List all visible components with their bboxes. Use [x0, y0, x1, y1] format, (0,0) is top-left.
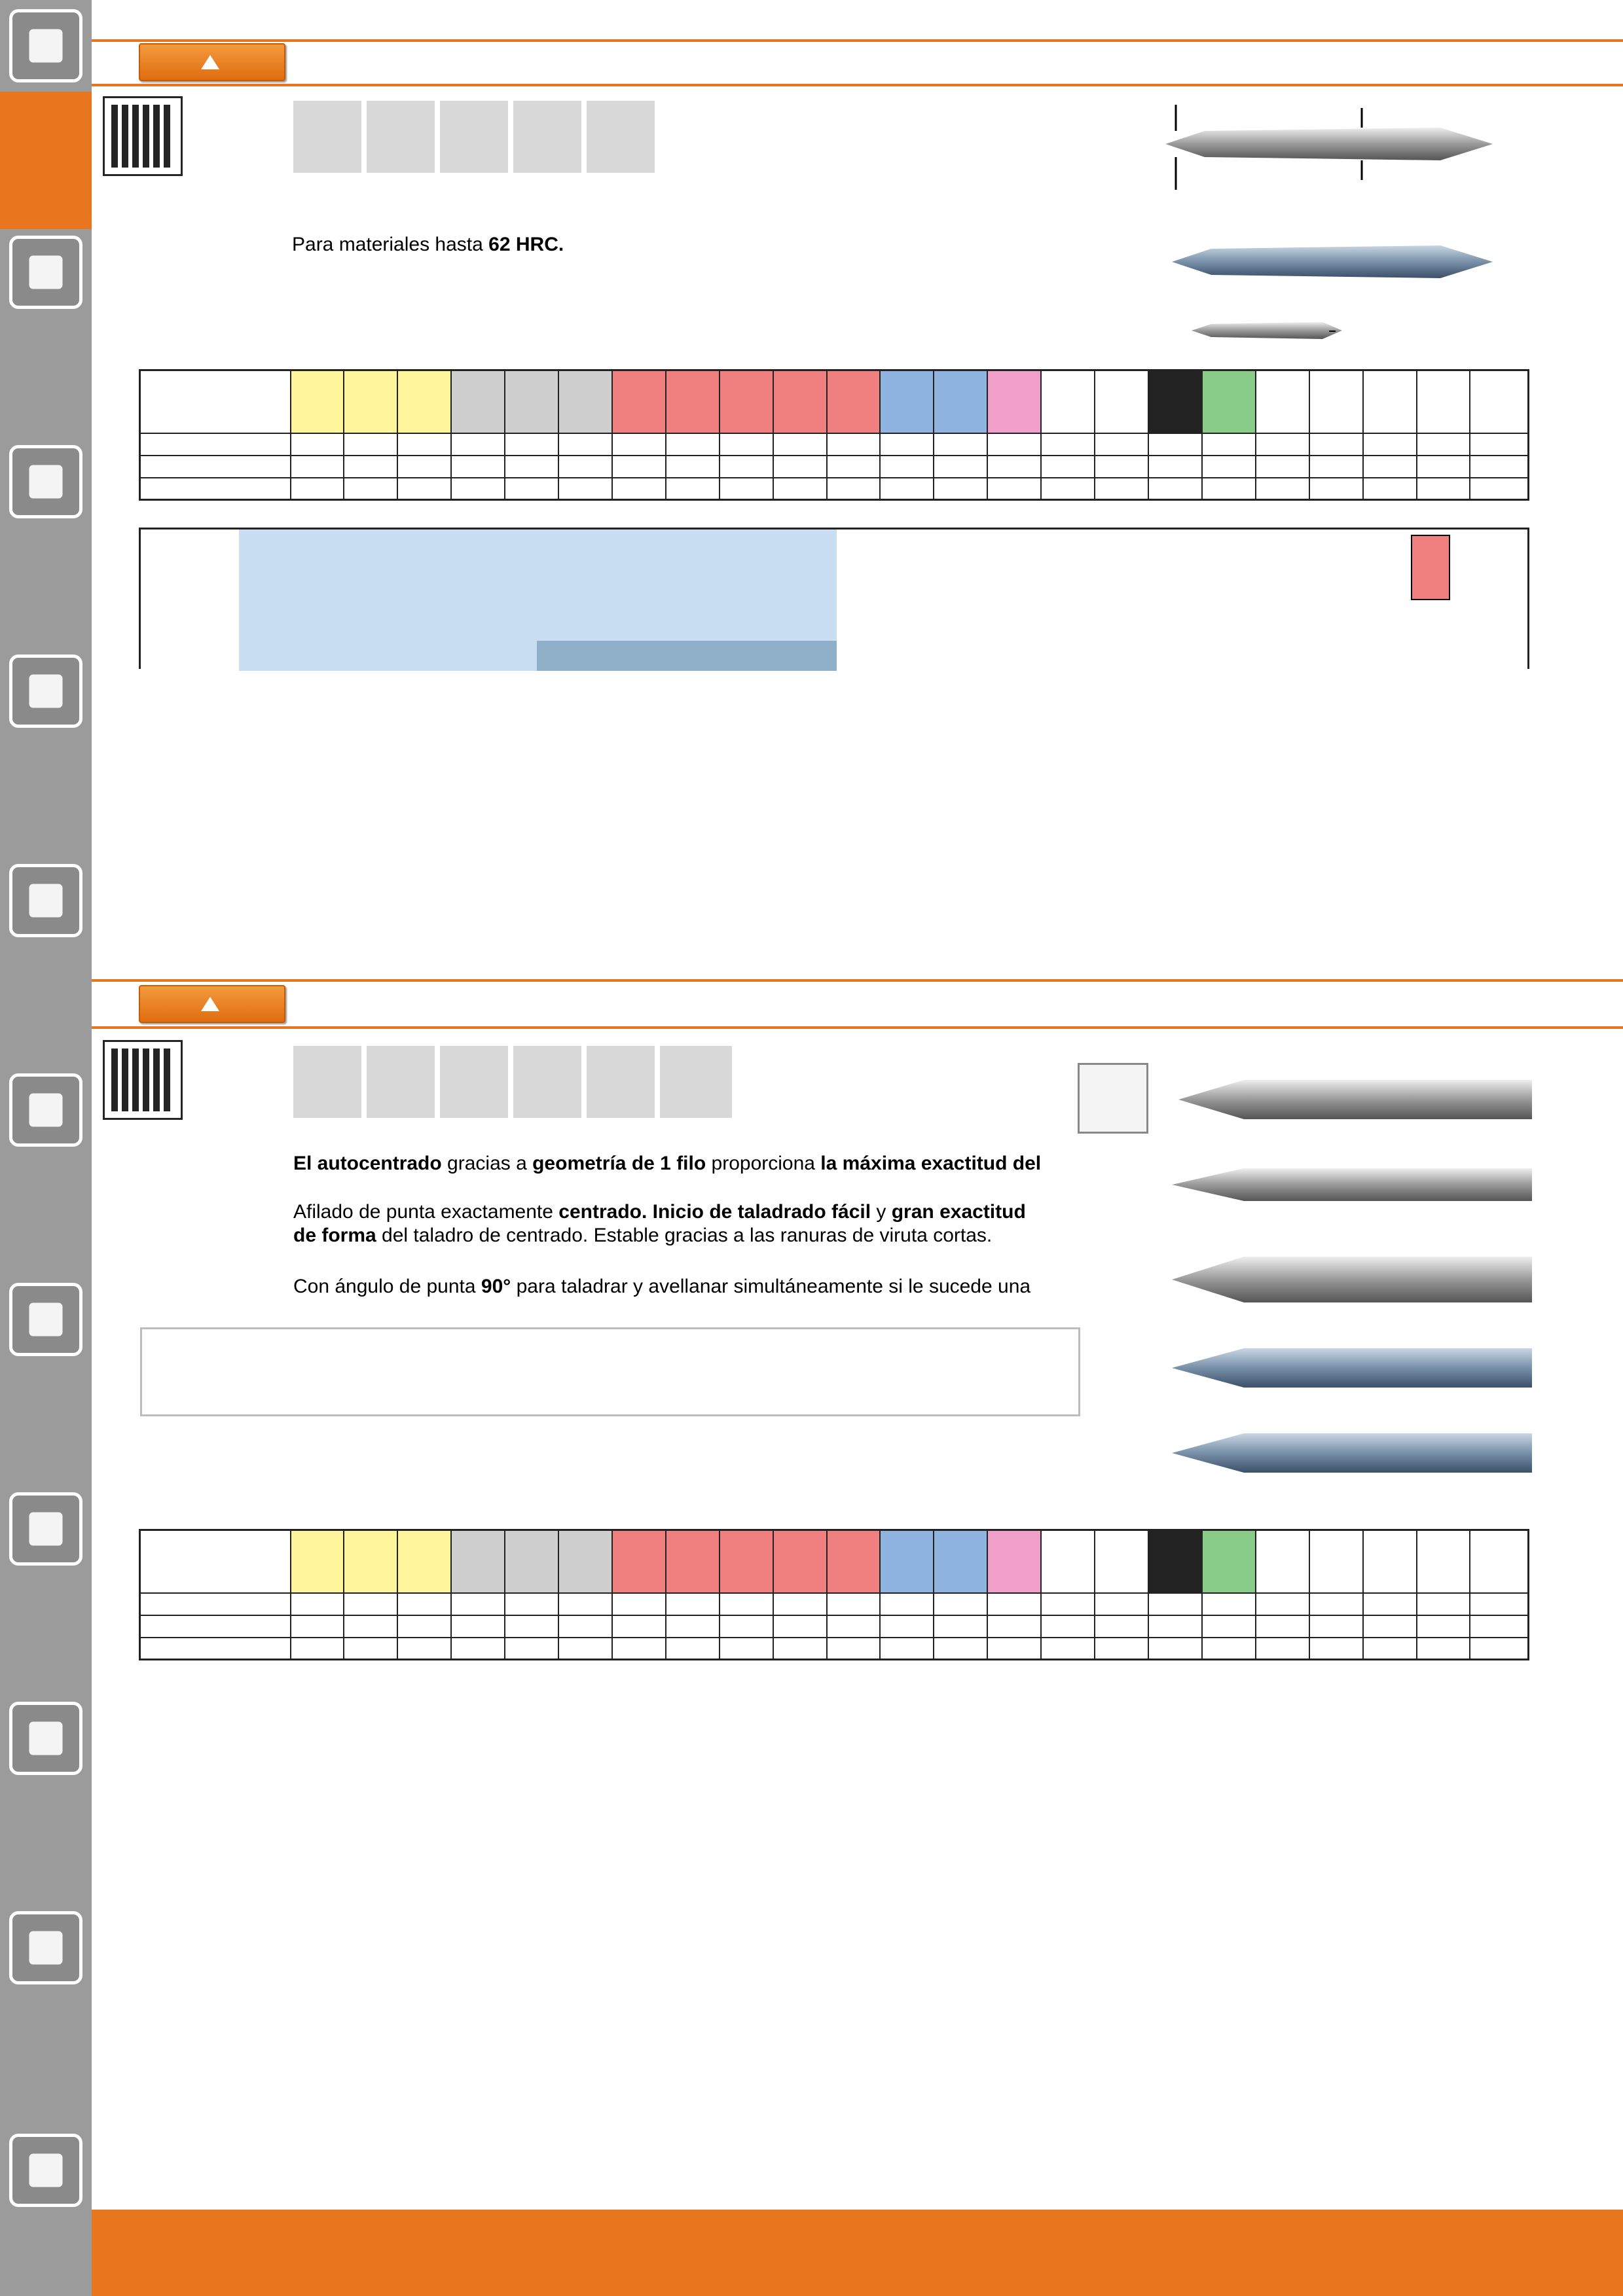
cutting-speed [291, 456, 344, 478]
coating-band [537, 641, 837, 671]
cutting-speed [880, 1638, 934, 1660]
info-icon[interactable] [9, 2134, 82, 2207]
material-header [827, 1530, 881, 1593]
cutting-speed [1309, 478, 1363, 500]
one-flute-badge [1078, 1063, 1148, 1134]
top-rule [92, 39, 1623, 42]
cutting-speed [880, 1615, 934, 1638]
feature-text: Para materiales hasta 62 HRC. [292, 234, 564, 255]
cutting-speed [880, 456, 934, 478]
insert-icon[interactable] [9, 236, 82, 309]
material-header [505, 370, 558, 433]
iso-code [1041, 1593, 1095, 1615]
cutting-speed [451, 1615, 505, 1638]
material-table [139, 369, 1529, 509]
cutting-speed [397, 456, 451, 478]
iso-code [1309, 433, 1363, 456]
product-table-2 [139, 1687, 1529, 2198]
material-header [1256, 1530, 1309, 1593]
cutting-speed [773, 456, 827, 478]
suitability-label [140, 370, 291, 433]
cutting-speed [827, 478, 881, 500]
material-header [558, 370, 612, 433]
iso-code [1417, 1593, 1470, 1615]
cutting-speed [773, 478, 827, 500]
material-header [558, 1530, 612, 1593]
holder-icon[interactable] [9, 445, 82, 518]
iso-code [1363, 1593, 1417, 1615]
cutting-speed [291, 1638, 344, 1660]
product-code [140, 1615, 291, 1638]
cutting-speed [1095, 1615, 1148, 1638]
iso-code [397, 433, 451, 456]
cutting-speed [934, 1615, 987, 1638]
cutting-speed [1470, 456, 1528, 478]
iso-code [1256, 1593, 1309, 1615]
iso-code [291, 1593, 344, 1615]
cutting-speed [934, 478, 987, 500]
cutting-speed [1095, 1638, 1148, 1660]
cutting-speed [987, 1615, 1041, 1638]
iso-code [1363, 433, 1417, 456]
drill-icon[interactable] [9, 9, 82, 82]
cutting-speed [666, 1638, 720, 1660]
feature-text: El autocentrado gracias a geometría de 1 filo proporciona la máxima exactitud del [293, 1153, 1042, 1174]
cutting-speed [934, 1638, 987, 1660]
spec-tag [587, 101, 655, 173]
iso-code [1041, 433, 1095, 456]
cutting-speed [773, 1638, 827, 1660]
qr-code [105, 98, 181, 174]
spec-tag [513, 101, 581, 173]
material-header [1417, 370, 1470, 433]
iso-code [666, 433, 720, 456]
title-rule [92, 1026, 1623, 1029]
iso-code [720, 433, 773, 456]
material-header [1041, 370, 1095, 433]
material-header [344, 1530, 397, 1593]
product-table-1 [139, 528, 1529, 963]
cutting-speed [720, 1615, 773, 1638]
product-code [140, 456, 291, 478]
application-text: Con ángulo de punta 90° para taladrar y avellanar simultáneamente si le sucede una [293, 1276, 1031, 1297]
spec-tag [587, 1046, 655, 1118]
iso-code [397, 1593, 451, 1615]
title-rule [92, 84, 1623, 86]
iso-code [612, 1593, 666, 1615]
material-header [827, 370, 881, 433]
cutting-speed [666, 1615, 720, 1638]
cutting-speed [1309, 1638, 1363, 1660]
chapter-number-1[interactable] [0, 92, 92, 229]
iso-code [880, 433, 934, 456]
cutting-speed [344, 456, 397, 478]
spec-tag [440, 101, 508, 173]
cutting-speed [827, 1638, 881, 1660]
cutting-speed [1417, 1638, 1470, 1660]
cutting-speed [612, 478, 666, 500]
spec-tag [440, 1046, 508, 1118]
iso-code [1256, 433, 1309, 456]
section-rule [92, 979, 1623, 982]
cutting-speed [612, 1615, 666, 1638]
spec-tag [293, 101, 361, 173]
material-suitability-table [139, 369, 1529, 501]
cutting-speed [344, 1615, 397, 1638]
material-header [1095, 1530, 1148, 1593]
material-header [612, 1530, 666, 1593]
cutting-speed [1363, 1638, 1417, 1660]
iso-code [1202, 433, 1256, 456]
cutting-speed [1256, 1615, 1309, 1638]
cutting-speed [451, 456, 505, 478]
spec-tag [513, 1046, 581, 1118]
material-header [934, 1530, 987, 1593]
iso-code [987, 1593, 1041, 1615]
material-header [1095, 370, 1148, 433]
iso-code [291, 433, 344, 456]
cutting-speed [505, 1638, 558, 1660]
iso-code [1309, 1593, 1363, 1615]
cutting-speed [1148, 1615, 1202, 1638]
iso-code [1148, 1593, 1202, 1615]
iso-code [827, 433, 881, 456]
feature-text: Afilado de punta exactamente centrado. Inicio de taladrado fácil y gran exactitud [293, 1201, 1026, 1223]
cutting-speed [397, 478, 451, 500]
cutting-speed [558, 1638, 612, 1660]
material-header [1470, 370, 1528, 433]
iso-code [1202, 1593, 1256, 1615]
cutting-speed [344, 478, 397, 500]
material-header [1148, 370, 1202, 433]
cutting-speed [558, 456, 612, 478]
cutting-speed [880, 478, 934, 500]
cutting-speed [558, 478, 612, 500]
material-header [612, 370, 666, 433]
material-header [1309, 370, 1363, 433]
cutting-speed [1202, 456, 1256, 478]
cutting-speed [1041, 1615, 1095, 1638]
iso-label [140, 1593, 291, 1615]
pliers-icon[interactable] [9, 1283, 82, 1356]
material-header [934, 370, 987, 433]
cutting-speed [987, 456, 1041, 478]
cutting-speed [612, 456, 666, 478]
iso-code [558, 1593, 612, 1615]
cutting-speed [1202, 1615, 1256, 1638]
cutting-speed [1417, 478, 1470, 500]
iso-code [451, 433, 505, 456]
material-header [666, 370, 720, 433]
iso-code [612, 433, 666, 456]
material-suitability-table [139, 1529, 1529, 1660]
iso-code [773, 433, 827, 456]
iso-code [720, 1593, 773, 1615]
cutting-speed [612, 1638, 666, 1660]
cutting-speed [1041, 456, 1095, 478]
cutting-speed [558, 1615, 612, 1638]
cutting-speed [1256, 456, 1309, 478]
material-header [397, 1530, 451, 1593]
cutting-speed [934, 456, 987, 478]
material-header [1363, 1530, 1417, 1593]
cutting-speed [291, 478, 344, 500]
cutting-speed [1256, 478, 1309, 500]
material-header [1202, 370, 1256, 433]
iso-code [505, 433, 558, 456]
material-header [505, 1530, 558, 1593]
spec-tag [660, 1046, 732, 1118]
cutting-speed [1202, 478, 1256, 500]
cutting-speed [987, 478, 1041, 500]
iso-label [140, 433, 291, 456]
cutting-speed [1470, 1615, 1528, 1638]
material-header [451, 1530, 505, 1593]
feature-text: de forma del taladro de centrado. Estable gracias a las ranuras de viruta cortas. [293, 1225, 993, 1246]
material-header [344, 370, 397, 433]
iso-code [934, 433, 987, 456]
cutting-speed [1095, 478, 1148, 500]
iso-code [987, 433, 1041, 456]
cutting-speed [397, 1615, 451, 1638]
qr-code [105, 1042, 181, 1118]
wrench-icon[interactable] [9, 1073, 82, 1147]
cutting-speed [451, 1638, 505, 1660]
safety-icon[interactable] [9, 1911, 82, 1984]
material-header [397, 370, 451, 433]
cutting-speed [1041, 1638, 1095, 1660]
iso-code [773, 1593, 827, 1615]
material-header [987, 370, 1041, 433]
cutting-speed [1309, 456, 1363, 478]
material-header [1363, 370, 1417, 433]
material-header [1470, 1530, 1528, 1593]
cutting-speed [666, 478, 720, 500]
iso-code [934, 1593, 987, 1615]
cutting-speed [1363, 456, 1417, 478]
material-header [773, 1530, 827, 1593]
garant-logo [139, 985, 285, 1023]
iso-code [1470, 433, 1528, 456]
table1-header [139, 528, 1529, 669]
cutting-speed [1148, 1638, 1202, 1660]
cutting-speed [1470, 478, 1528, 500]
chapter-sidebar [0, 0, 92, 2296]
iso-code [1417, 433, 1470, 456]
cutting-speed [827, 456, 881, 478]
spec-tag [293, 1046, 361, 1118]
iso-code [1095, 433, 1148, 456]
material-header [1256, 370, 1309, 433]
iso-code [1095, 1593, 1148, 1615]
material-header [666, 1530, 720, 1593]
material-header [880, 1530, 934, 1593]
iso-code [505, 1593, 558, 1615]
cutting-speed [451, 478, 505, 500]
iso-code [1470, 1593, 1528, 1615]
material-table [139, 1529, 1529, 1669]
material-header [291, 1530, 344, 1593]
center-drill-images [1152, 92, 1532, 367]
cutting-speed [291, 1615, 344, 1638]
material-icon [1411, 535, 1450, 600]
material-header [1309, 1530, 1363, 1593]
cutting-speed [397, 1638, 451, 1660]
product-code [140, 1638, 291, 1660]
cutting-speed [720, 478, 773, 500]
cutting-speed [1148, 478, 1202, 500]
cutting-speed [1041, 478, 1095, 500]
cabinet-icon[interactable] [9, 1702, 82, 1775]
spec-tag [367, 1046, 435, 1118]
cutting-speed [1363, 478, 1417, 500]
cutting-speed [1256, 1638, 1309, 1660]
cutting-speed [1470, 1638, 1528, 1660]
cutting-speed [1202, 1638, 1256, 1660]
cutting-speed [1309, 1615, 1363, 1638]
material-header [451, 370, 505, 433]
material-header [1202, 1530, 1256, 1593]
cutting-speed [666, 456, 720, 478]
iso-code [827, 1593, 881, 1615]
page-footer [92, 2210, 1623, 2296]
cutting-speed [720, 1638, 773, 1660]
cutting-speed [720, 456, 773, 478]
product-code [140, 478, 291, 500]
cn-drill-images [1165, 1054, 1539, 1499]
cutting-speed [1417, 456, 1470, 478]
saw-icon[interactable] [9, 864, 82, 937]
cutting-speed [827, 1615, 881, 1638]
cutting-speed [1148, 456, 1202, 478]
material-header [720, 370, 773, 433]
iso-code [344, 1593, 397, 1615]
material-header [987, 1530, 1041, 1593]
material-header [1417, 1530, 1470, 1593]
cutting-speed [773, 1615, 827, 1638]
suitability-label [140, 1530, 291, 1593]
cutting-speed [1363, 1615, 1417, 1638]
material-header [773, 370, 827, 433]
material-header [1041, 1530, 1095, 1593]
cutting-speed [1417, 1615, 1470, 1638]
garant-logo [139, 43, 285, 81]
iso-code [880, 1593, 934, 1615]
iso-code [1148, 433, 1202, 456]
iso-code [558, 433, 612, 456]
toolbox-icon[interactable] [9, 1492, 82, 1566]
iso-code [666, 1593, 720, 1615]
material-header [880, 370, 934, 433]
note-box [140, 1327, 1080, 1416]
iso-code [344, 433, 397, 456]
cutting-speed [505, 456, 558, 478]
material-header [1148, 1530, 1202, 1593]
cutting-speed [505, 1615, 558, 1638]
material-header [291, 370, 344, 433]
cutting-speed [344, 1638, 397, 1660]
iso-code [451, 1593, 505, 1615]
spec-tag [367, 101, 435, 173]
cutting-speed [987, 1638, 1041, 1660]
caliper-icon[interactable] [9, 655, 82, 728]
material-header [720, 1530, 773, 1593]
cutting-speed [1095, 456, 1148, 478]
cutting-speed [505, 478, 558, 500]
